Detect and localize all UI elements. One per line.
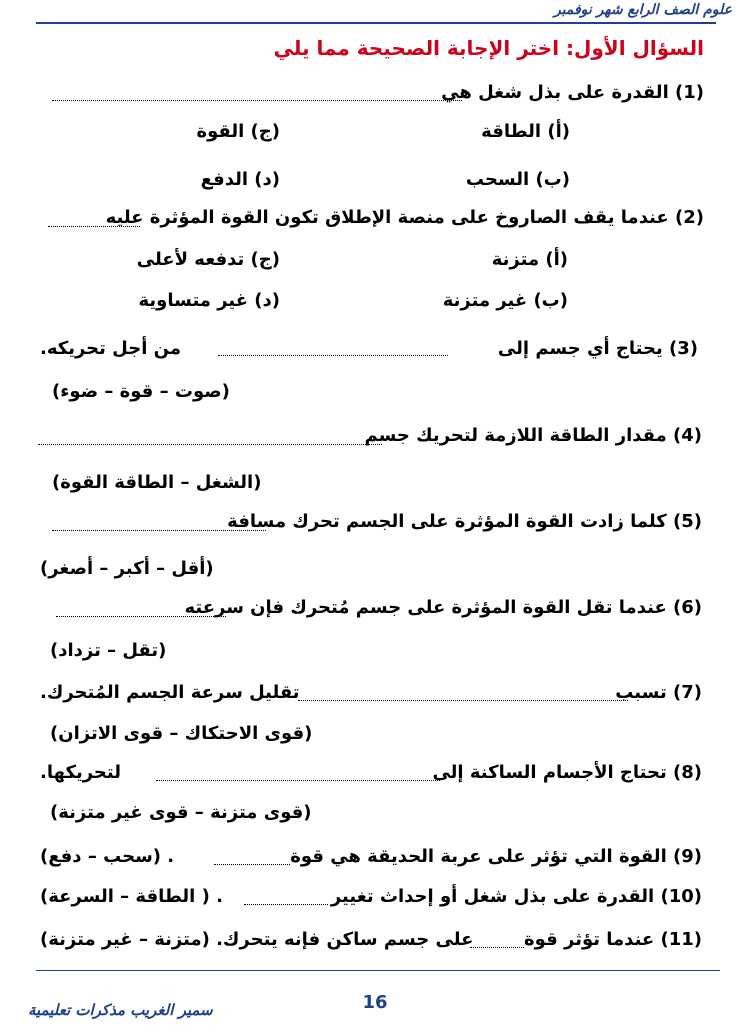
question-11-prefix: (11) عندما تؤثر قوة: [524, 929, 702, 950]
q1-option-b: (ب) السحب: [465, 169, 570, 190]
header-divider: [36, 22, 716, 24]
question-2: (2) عندما يقف الصاروخ على منصة الإطلاق تكون القوة المؤثرة عليه: [105, 207, 704, 228]
question-8-choices: (قوى متزنة – قوى غير متزنة): [50, 802, 312, 823]
answer-blank-2: [48, 226, 140, 227]
question-5-choices: (أقل – أكبر – أصغر): [40, 558, 214, 579]
footer-divider: [36, 970, 720, 971]
answer-blank-11: [470, 947, 524, 948]
header-title: علوم الصف الرابع شهر نوفمبر: [553, 2, 732, 18]
answer-blank-9: [214, 864, 290, 865]
question-3-prefix: (3) يحتاج أي جسم إلى: [497, 338, 698, 359]
answer-blank-5: [52, 530, 266, 531]
question-10-suffix: . ( الطاقة – السرعة): [40, 886, 223, 907]
q2-option-c: (ج) تدفعه لأعلى: [136, 249, 280, 270]
question-8-prefix: (8) تحتاج الأجسام الساكنة إلى: [432, 762, 702, 783]
question-10-prefix: (10) القدرة على بذل شغل أو إحداث تغيير: [330, 886, 702, 907]
q2-option-a: (أ) متزنة: [491, 249, 568, 270]
question-7-prefix: (7) تسبب: [615, 682, 702, 703]
question-9-suffix: . (سحب – دفع): [40, 846, 175, 867]
question-4: (4) مقدار الطاقة اللازمة لتحريك جسم: [364, 425, 702, 446]
question-11-suffix: على جسم ساكن فإنه يتحرك. (متزنة – غير متزنة): [40, 929, 474, 950]
q2-option-b: (ب) غير متزنة: [442, 290, 568, 311]
answer-blank-4: [38, 444, 382, 445]
question-3-choices: (صوت – قوة – ضوء): [52, 381, 230, 402]
q1-option-c: (ج) القوة: [196, 121, 280, 142]
answer-blank-8: [156, 780, 440, 781]
answer-blank-3: [218, 355, 448, 356]
question-6: (6) عندما تقل القوة المؤثرة على جسم مُتحرك فإن سرعته: [184, 597, 702, 618]
question-3-suffix: من أجل تحريكه.: [40, 338, 181, 359]
question-4-choices: (الشغل – الطاقة القوة): [52, 472, 262, 493]
section-title: السؤال الأول: اختر الإجابة الصحيحة مما يلي: [273, 36, 704, 60]
answer-blank-10: [244, 904, 328, 905]
answer-blank-7: [298, 700, 628, 701]
answer-blank-1: [52, 100, 462, 101]
q1-option-a: (أ) الطاقة: [481, 121, 570, 142]
q2-option-d: (د) غير متساوية: [138, 290, 280, 311]
question-6-choices: (تقل – تزداد): [50, 640, 167, 661]
question-5: (5) كلما زادت القوة المؤثرة على الجسم تحرك مسافة: [227, 511, 702, 532]
footer-author: سمير الغريب مذكرات تعليمية: [28, 1001, 213, 1019]
page-number: 16: [362, 992, 388, 1013]
question-1: (1) القدرة على بذل شغل هي: [441, 82, 704, 103]
answer-blank-6: [56, 616, 226, 617]
q1-option-d: (د) الدفع: [200, 169, 280, 190]
question-8-suffix: لتحريكها.: [40, 762, 121, 783]
question-7-choices: (قوى الاحتكاك – قوى الاتزان): [50, 723, 313, 744]
question-9-prefix: (9) القوة التي تؤثر على عربة الحديقة هي قوة: [290, 846, 702, 867]
question-7-suffix: تقليل سرعة الجسم المُتحرك.: [40, 682, 300, 703]
